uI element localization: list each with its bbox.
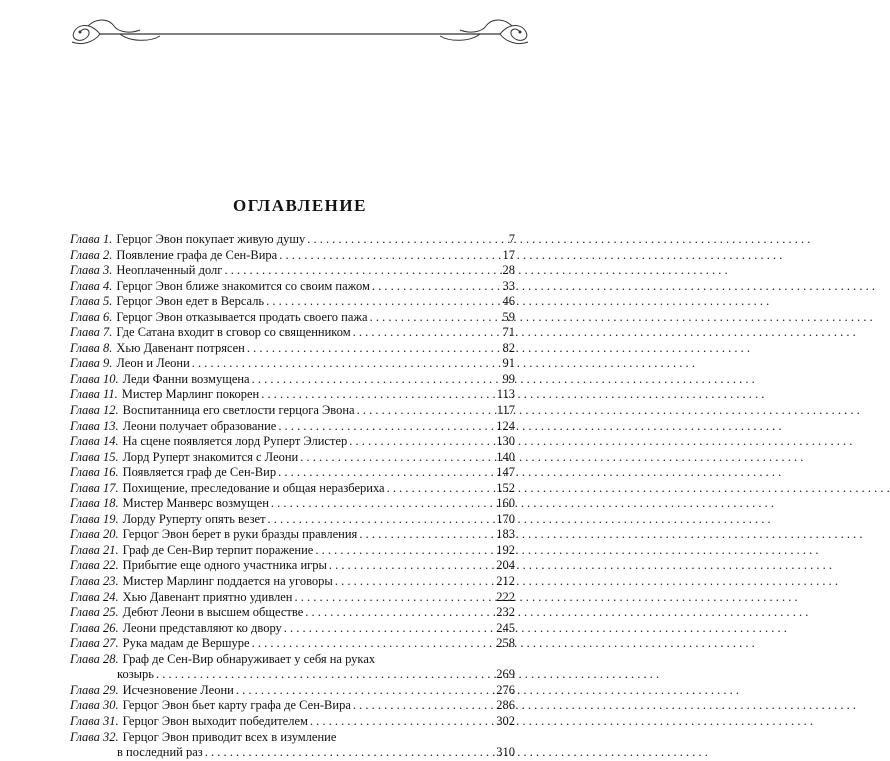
toc-entry[interactable] xyxy=(70,294,515,310)
page-number: 33 xyxy=(502,278,515,293)
toc-heading: ОГЛАВЛЕНИЕ xyxy=(233,196,367,215)
page-number: 212 xyxy=(496,574,515,589)
toc-entry[interactable] xyxy=(70,652,515,683)
chapter-title: Герцог Эвон едет в Версаль xyxy=(116,294,265,309)
chapter-number: Глава 6. xyxy=(70,309,113,324)
page-number: 46 xyxy=(502,294,515,309)
chapter-number: Глава 12. xyxy=(70,403,119,418)
leader-dots xyxy=(278,465,494,481)
page-number: 124 xyxy=(496,418,515,433)
chapter-number: Глава 23. xyxy=(70,574,119,589)
toc-entry[interactable] xyxy=(70,527,515,543)
chapter-number: Глава 1. xyxy=(70,232,113,246)
chapter-number: Глава 14. xyxy=(70,434,119,449)
page-number: 99 xyxy=(502,371,515,386)
toc-entry[interactable] xyxy=(70,341,515,357)
page-number: 7 xyxy=(508,232,515,246)
chapter-number: Глава 13. xyxy=(70,418,119,433)
chapter-title: Граф де Сен-Вир обнаруживает у себя на руках xyxy=(122,651,376,666)
page-number: 28 xyxy=(502,263,515,278)
chapter-title: Леони получает образование xyxy=(122,418,277,433)
toc-entry[interactable] xyxy=(70,450,515,466)
toc-entry[interactable] xyxy=(70,310,515,326)
page-number: 258 xyxy=(496,636,515,651)
chapter-number: Глава 9. xyxy=(70,356,113,371)
chapter-title: Мистер Марлинг покорен xyxy=(121,387,260,402)
chapter-title: Герцог Эвон берет в руки бразды правления xyxy=(122,527,358,542)
chapter-title: Герцог Эвон выходит победителем xyxy=(122,713,308,728)
chapter-title: Мистер Марлинг поддается на уговоры xyxy=(122,574,333,589)
chapter-number: Глава 2. xyxy=(70,247,113,262)
chapter-number: Глава 17. xyxy=(70,480,119,495)
chapter-number: Глава 4. xyxy=(70,278,113,293)
chapter-number: Глава 3. xyxy=(70,263,113,278)
page-number: 269 xyxy=(496,667,515,682)
chapter-title: Где Сатана входит в сговор со священником xyxy=(116,325,351,340)
leader-dots xyxy=(252,636,495,652)
page-number: 170 xyxy=(496,511,515,526)
page-number: 222 xyxy=(496,589,515,604)
toc-entry[interactable] xyxy=(70,636,515,652)
leader-dots xyxy=(266,294,500,310)
leader-dots xyxy=(387,481,495,497)
toc-entry[interactable] xyxy=(70,465,515,481)
toc-entry[interactable] xyxy=(70,434,515,450)
toc-entry[interactable] xyxy=(70,232,515,248)
leader-dots xyxy=(205,745,495,761)
chapter-number: Глава 10. xyxy=(70,371,119,386)
toc-entry[interactable] xyxy=(70,248,515,264)
chapter-number: Глава 25. xyxy=(70,605,119,620)
chapter-title: Хью Давенант потрясен xyxy=(116,340,245,355)
chapter-title: Герцог Эвон ближе знакомится со своим пажом xyxy=(116,278,370,293)
chapter-title: Дебют Леони в высшем обществе xyxy=(122,605,304,620)
toc-entry[interactable] xyxy=(70,543,515,559)
chapter-title: Герцог Эвон покупает живую душу xyxy=(116,232,306,246)
toc-entry[interactable] xyxy=(70,387,515,403)
page-number: 276 xyxy=(496,682,515,697)
chapter-title: Исчезновение Леони xyxy=(122,682,234,697)
chapter-number: Глава 32. xyxy=(70,729,119,744)
toc-entry[interactable] xyxy=(70,279,515,295)
chapter-title: Леди Фанни возмущена xyxy=(122,371,250,386)
page-number: 152 xyxy=(496,480,515,495)
leader-dots xyxy=(278,419,494,435)
toc-entry[interactable] xyxy=(70,590,515,606)
chapter-number: Глава 15. xyxy=(70,449,119,464)
page-number: 82 xyxy=(502,340,515,355)
toc-entry[interactable] xyxy=(70,325,515,341)
leader-dots xyxy=(284,621,494,637)
leader-dots xyxy=(192,356,501,372)
toc-entry[interactable] xyxy=(70,512,515,528)
page-number: 147 xyxy=(496,465,515,480)
toc-entry[interactable] xyxy=(70,419,515,435)
chapter-number: Глава 7. xyxy=(70,325,113,340)
toc-entry[interactable] xyxy=(70,683,515,699)
toc-entry[interactable] xyxy=(70,558,515,574)
chapter-number: Глава 30. xyxy=(70,698,119,713)
page-number: 310 xyxy=(496,745,515,760)
leader-dots xyxy=(353,325,501,341)
leader-dots xyxy=(247,341,501,357)
leader-dots xyxy=(268,512,495,528)
leader-dots xyxy=(224,263,500,279)
page-number: 17 xyxy=(502,247,515,262)
leader-dots xyxy=(236,683,494,699)
toc-entry[interactable] xyxy=(70,356,515,372)
page-number: 245 xyxy=(496,620,515,635)
chapter-title: Неоплаченный долг xyxy=(116,263,223,278)
leader-dots xyxy=(271,496,494,512)
toc-entry[interactable] xyxy=(70,730,515,761)
leader-dots xyxy=(372,279,501,295)
page-number: 204 xyxy=(496,558,515,573)
leader-dots xyxy=(252,372,501,388)
chapter-number: Глава 26. xyxy=(70,620,119,635)
leader-dots xyxy=(305,605,494,621)
chapter-number: Глава 31. xyxy=(70,713,119,728)
chapter-number: Глава 16. xyxy=(70,465,119,480)
chapter-title: Появление графа де Сен-Вира xyxy=(116,247,278,262)
chapter-number: Глава 18. xyxy=(70,496,119,511)
chapter-number: Глава 29. xyxy=(70,682,119,697)
leader-dots xyxy=(310,714,494,730)
leader-dots xyxy=(353,698,494,714)
page-number: 140 xyxy=(496,449,515,464)
leader-dots xyxy=(307,232,507,248)
chapter-number: Глава 5. xyxy=(70,294,113,309)
page-number: 71 xyxy=(502,325,515,340)
leader-dots xyxy=(335,574,494,590)
chapter-number: Глава 20. xyxy=(70,527,119,542)
chapter-title: Прибытие еще одного участника игры xyxy=(122,558,327,573)
toc-entry[interactable] xyxy=(70,698,515,714)
chapter-title: Воспитанница его светлости герцога Эвона xyxy=(122,403,355,418)
toc-entry[interactable] xyxy=(70,621,515,637)
page-number: 160 xyxy=(496,496,515,511)
page-number: 113 xyxy=(496,387,515,402)
chapter-title: Похищение, преследование и общая неразбериха xyxy=(122,480,385,495)
leader-dots xyxy=(359,527,494,543)
chapter-title: Лорд Руперт знакомится с Леони xyxy=(122,449,299,464)
chapter-title: На сцене появляется лорд Руперт Элистер xyxy=(122,434,348,449)
toc-entry[interactable] xyxy=(70,372,515,388)
chapter-title: Герцог Эвон бьет карту графа де Сен-Вира xyxy=(122,698,351,713)
page-number: 302 xyxy=(496,713,515,728)
chapter-title: Граф де Сен-Вир терпит поражение xyxy=(122,542,314,557)
page-number: 192 xyxy=(496,542,515,557)
chapter-title: Леон и Леони xyxy=(116,356,190,371)
leader-dots xyxy=(294,590,494,606)
leader-dots xyxy=(300,450,494,466)
leader-dots xyxy=(357,403,495,419)
toc-entry[interactable] xyxy=(70,481,515,497)
toc-entry[interactable] xyxy=(70,714,515,730)
chapter-title: Леони представляют ко двору xyxy=(122,620,282,635)
page-number: 117 xyxy=(496,403,515,418)
toc-entry[interactable] xyxy=(70,403,515,419)
leader-dots xyxy=(329,558,494,574)
toc-entry[interactable] xyxy=(70,605,515,621)
page-number: 183 xyxy=(496,527,515,542)
chapter-number: Глава 8. xyxy=(70,340,113,355)
toc-entry[interactable] xyxy=(70,496,515,512)
page-number: 232 xyxy=(496,605,515,620)
leader-dots xyxy=(279,248,500,264)
table-of-contents xyxy=(70,232,515,761)
page-number: 91 xyxy=(502,356,515,371)
chapter-number: Глава 22. xyxy=(70,558,119,573)
page-number: 130 xyxy=(496,434,515,449)
chapter-number: Глава 11. xyxy=(70,387,118,402)
chapter-title-continuation: козырь xyxy=(117,667,154,682)
leader-dots xyxy=(315,543,494,559)
chapter-title: Появляется граф де Сен-Вир xyxy=(122,465,277,480)
chapter-title-continuation: в последний раз xyxy=(117,745,203,760)
leader-dots xyxy=(261,387,495,403)
chapter-title: Мистер Манверс возмущен xyxy=(122,496,269,511)
chapter-number: Глава 27. xyxy=(70,636,119,651)
chapter-title: Герцог Эвон отказывается продать своего пажа xyxy=(116,309,368,324)
chapter-number: Глава 19. xyxy=(70,511,119,526)
chapter-number: Глава 21. xyxy=(70,542,119,557)
chapter-title: Хью Давенант приятно удивлен xyxy=(122,589,293,604)
page-number: 286 xyxy=(496,698,515,713)
leader-dots xyxy=(370,310,501,326)
chapter-title: Герцог Эвон приводит всех в изумление xyxy=(122,729,337,744)
leader-dots xyxy=(156,667,494,683)
page-number: 59 xyxy=(502,309,515,324)
chapter-number: Глава 24. xyxy=(70,589,119,604)
decorative-header-ornament xyxy=(60,12,540,52)
chapter-title: Рука мадам де Вершуре xyxy=(122,636,250,651)
toc-entry[interactable] xyxy=(70,263,515,279)
chapter-title: Лорду Руперту опять везет xyxy=(122,511,266,526)
chapter-number: Глава 28. xyxy=(70,651,119,666)
toc-entry[interactable] xyxy=(70,574,515,590)
leader-dots xyxy=(349,434,494,450)
